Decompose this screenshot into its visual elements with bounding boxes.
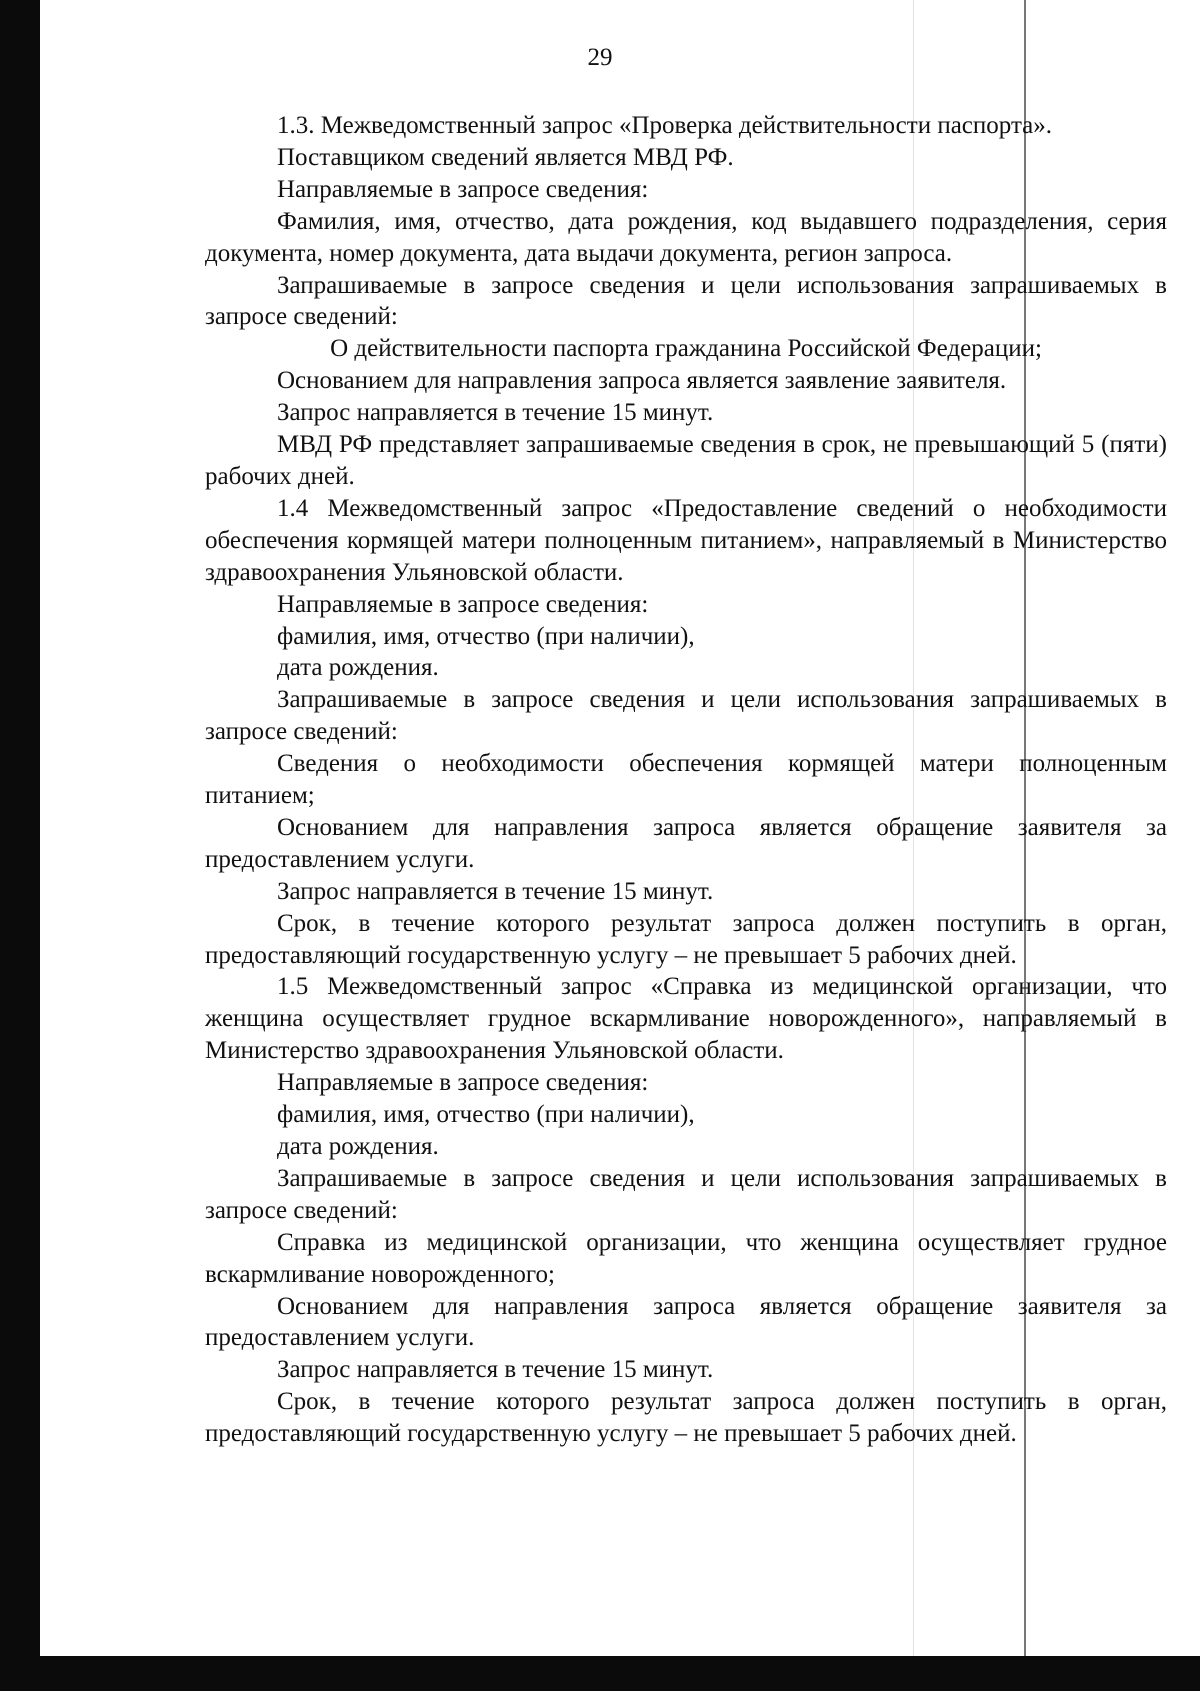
paragraph: 1.4 Межведомственный запрос «Предоставление сведений о необходимости обеспечения кормящей матери полноценным питанием», направляемый в Министерство здравоохранения Ульяновской области.	[205, 494, 1167, 586]
paragraph: Основанием для направления запроса является обращение заявителя за предоставлением услуги.	[205, 813, 1167, 873]
paragraph: дата рождения.	[277, 1133, 439, 1160]
paragraph: Запрос направляется в течение 15 минут.	[277, 399, 714, 427]
paragraph: 1.3. Межведомственный запрос «Проверка действительности паспорта».	[277, 112, 1053, 139]
paragraph: Направляемые в запросе сведения:	[277, 590, 649, 618]
paragraph: Запрос направляется в течение 15 минут.	[277, 1356, 714, 1384]
scan-bottom-border	[0, 1656, 1200, 1691]
paragraph: Направляемые в запросе сведения:	[277, 175, 649, 203]
paragraph: Запрашиваемые в запросе сведения и цели использования запрашиваемых в запросе сведений:	[205, 686, 1167, 746]
page-number: 29	[587, 44, 613, 71]
paragraph: Запрашиваемые в запросе сведения и цели использования запрашиваемых в запросе сведений:	[205, 271, 1167, 331]
paragraph: Справка из медицинской организации, что женщина осуществляет грудное вскармливание новорожденного;	[205, 1228, 1167, 1288]
paragraph: Сведения о необходимости обеспечения кормящей матери полноценным питанием;	[205, 750, 1167, 810]
paragraph: Основанием для направления запроса является заявление заявителя.	[277, 367, 1007, 395]
paragraph: Фамилия, имя, отчество, дата рождения, код выдавшего подразделения, серия документа, номер документа, дата выдачи документа, регион запроса.	[205, 207, 1167, 267]
paragraph: Срок, в течение которого результат запроса должен поступить в орган, предоставляющий государственную услугу – не превышает 5 рабочих дней.	[205, 1388, 1167, 1448]
paragraph: Срок, в течение которого результат запроса должен поступить в орган, предоставляющий государственную услугу – не превышает 5 рабочих дней.	[205, 909, 1167, 969]
document-body	[205, 110, 1167, 1450]
paragraph: Запрашиваемые в запросе сведения и цели использования запрашиваемых в запросе сведений:	[205, 1164, 1167, 1224]
paragraph: фамилия, имя, отчество (при наличии),	[277, 1101, 695, 1129]
paragraph: Запрос направляется в течение 15 минут.	[277, 877, 714, 905]
scan-left-border	[0, 0, 40, 1691]
paragraph: МВД РФ представляет запрашиваемые сведения в срок, не превышающий 5 (пяти) рабочих дней.	[205, 431, 1167, 490]
paragraph: 1.5 Межведомственный запрос «Справка из медицинской организации, что женщина осуществляет грудное вскармливание новорожденного», направляемый в Министерство здравоохранения Ульяновской области.	[205, 973, 1167, 1065]
paragraph: О действительности паспорта гражданина Российской Федерации;	[330, 335, 1042, 363]
paragraph: Направляемые в запросе сведения:	[277, 1069, 649, 1097]
paragraph: Поставщиком сведений является МВД РФ.	[277, 143, 734, 171]
paragraph: дата рождения.	[277, 654, 439, 682]
paragraph: фамилия, имя, отчество (при наличии),	[277, 622, 695, 650]
paragraph: Основанием для направления запроса является обращение заявителя за предоставлением услуги.	[205, 1292, 1167, 1352]
